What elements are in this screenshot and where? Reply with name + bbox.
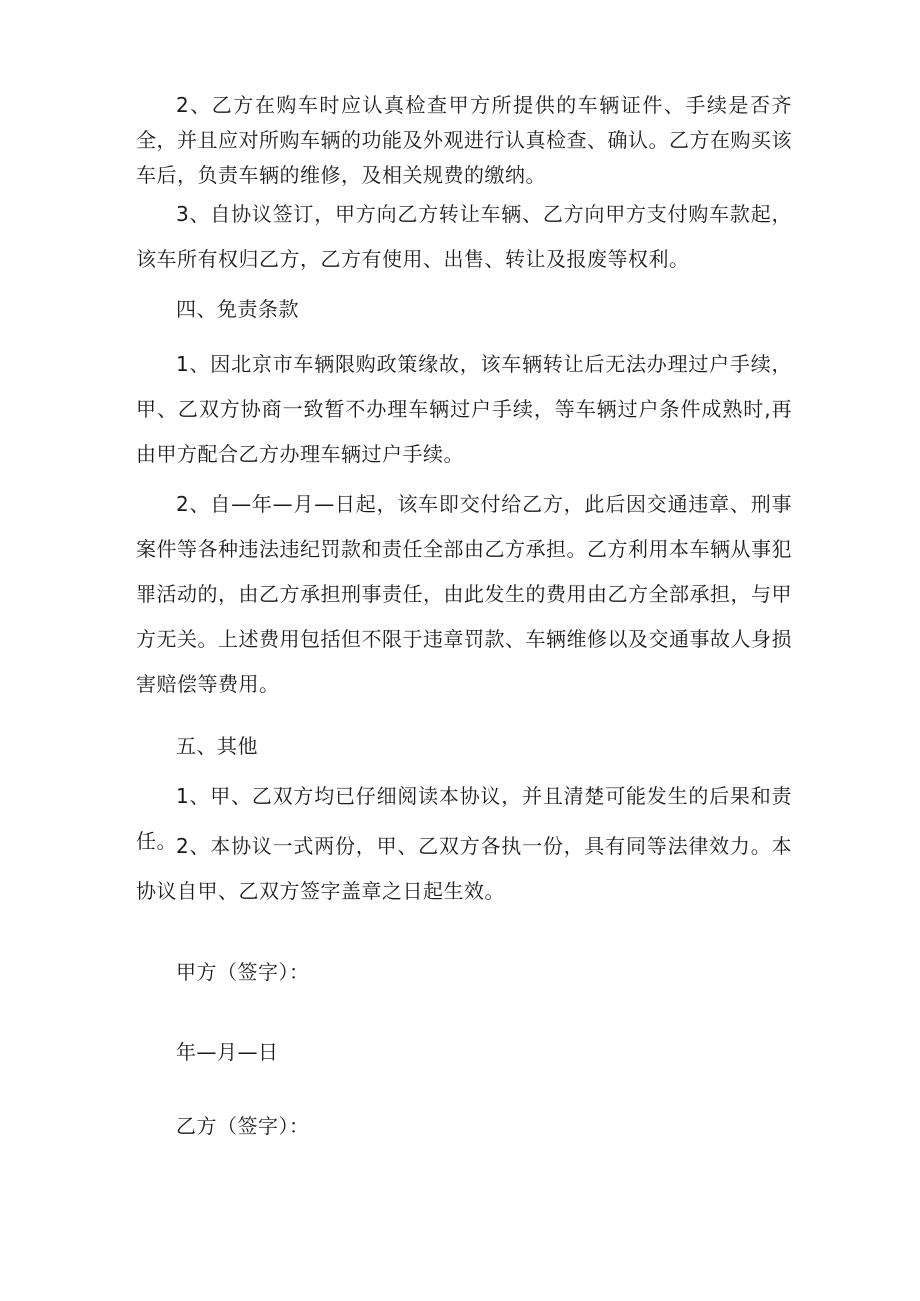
party-a-signature-label: 甲方（签字）： bbox=[176, 960, 310, 984]
section-5-heading: 五、其他 bbox=[176, 734, 258, 758]
clause-5-1: 1、甲、乙双方均已仔细阅读本协议，并且清楚可能发生的后果和责任。 bbox=[136, 784, 792, 853]
clause-5-2: 2、本协议一式两份，甲、乙双方各执一份，具有同等法律效力。本协议自甲、乙双方签字盖章之日起生效。 bbox=[136, 834, 792, 903]
clause-3-3: 3、自协议签订，甲方向乙方转让车辆、乙方向甲方支付购车款起，该车所有权归乙方，乙方有使用、出售、转让及报废等权利。 bbox=[136, 202, 792, 271]
section-4-heading: 四、免责条款 bbox=[176, 297, 299, 321]
party-b-signature-label: 乙方（签字）： bbox=[176, 1114, 310, 1138]
clause-3-2: 2、乙方在购车时应认真检查甲方所提供的车辆证件、手续是否齐全，并且应对所购车辆的功能及外观进行认真检查、确认。乙方在购买该车后，负责车辆的维修，及相关规费的缴纳。 bbox=[136, 93, 792, 187]
signature-date: 年—月—日 bbox=[176, 1040, 279, 1064]
clause-4-2: 2、自—年—月—日起，该车即交付给乙方，此后因交通违章、刑事案件等各种违法违纪罚款和责任全部由乙方承担。乙方利用本车辆从事犯罪活动的，由乙方承担刑事责任，由此发生的费用由乙方全部承担，与甲方无关。上述费用包括但不限于违章罚款、车辆维修以及交通事故人身损害赔偿等费用。 bbox=[136, 492, 792, 696]
clause-4-1: 1、因北京市车辆限购政策缘故，该车辆转让后无法办理过户手续，甲、乙双方协商一致暂不办理车辆过户手续，等车辆过户条件成熟时,再由甲方配合乙方办理车辆过户手续。 bbox=[136, 352, 792, 466]
